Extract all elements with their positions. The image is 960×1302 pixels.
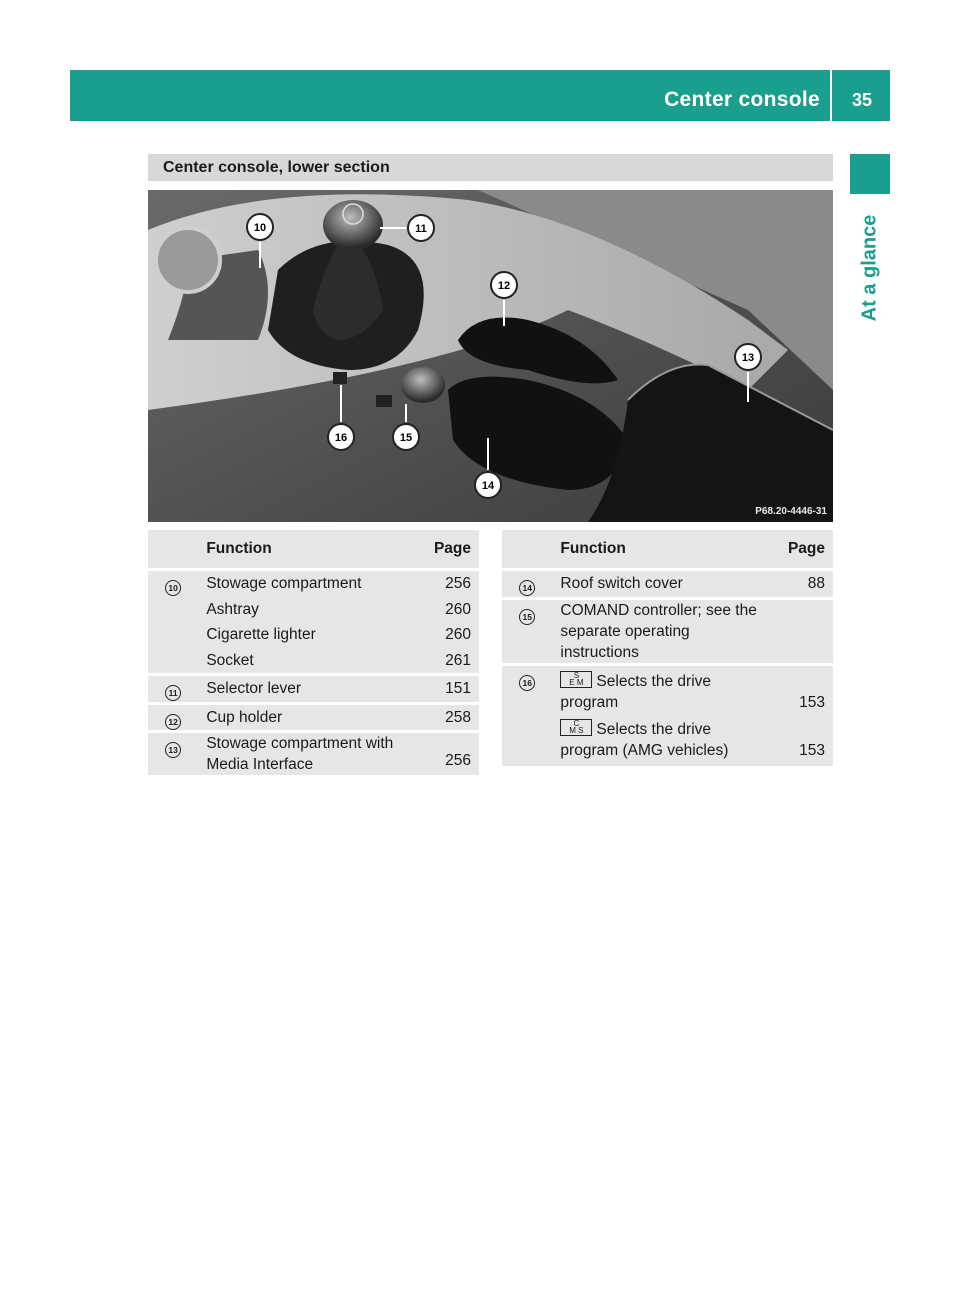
function-text: Stowage compartment with Media Interface — [198, 733, 415, 775]
page-ref: 256 — [416, 733, 480, 775]
function-text: Selector lever — [206, 680, 302, 697]
table-row — [502, 571, 833, 597]
function-table-right — [502, 530, 833, 766]
svg-text:12: 12 — [497, 280, 511, 292]
function-text: Stowage compartment — [206, 575, 362, 592]
function-text: Selects the drive program — [560, 672, 712, 711]
function-text: Selects the drive program (AMG vehicles) — [560, 720, 729, 759]
center-console-illustration — [148, 190, 833, 522]
page-number: 35 — [851, 90, 872, 110]
amg-drive-program-switch-icon: C M S — [560, 719, 592, 736]
page-ref: 260 — [445, 600, 471, 618]
callout-leader-lines — [148, 190, 833, 522]
page-ref: 153 — [799, 741, 825, 759]
table-row — [148, 676, 479, 702]
table-row — [502, 600, 833, 663]
side-tab-label: At a glance — [858, 214, 881, 322]
drive-program-switch-icon: S E M — [560, 671, 592, 688]
item-number-badge: 10 — [165, 580, 181, 596]
function-text: Socket — [206, 651, 254, 669]
page-ref: 88 — [807, 575, 825, 592]
table-row — [148, 705, 479, 731]
function-text: COMAND controller; see the separate operating instructions — [552, 600, 769, 663]
svg-text:14: 14 — [481, 480, 495, 492]
page-ref: 151 — [445, 680, 471, 697]
header-page: Page — [769, 530, 833, 568]
header-num — [502, 530, 552, 568]
svg-text:10: 10 — [253, 222, 267, 234]
function-table-left — [148, 530, 479, 775]
item-number-badge: 15 — [519, 609, 535, 625]
function-text: Cigarette lighter — [206, 626, 316, 643]
item-number-badge: 13 — [165, 742, 181, 758]
page-ref: 261 — [445, 651, 471, 669]
page-ref: 258 — [445, 708, 471, 726]
svg-text:16: 16 — [334, 432, 348, 444]
item-number-badge: 16 — [519, 675, 535, 691]
header-divider — [830, 70, 832, 121]
svg-text:15: 15 — [399, 432, 413, 444]
header-num — [148, 530, 198, 568]
header-bar — [70, 70, 890, 121]
page-ref: 153 — [799, 693, 825, 711]
page-ref — [769, 600, 833, 663]
svg-text:11: 11 — [415, 223, 427, 235]
item-number-badge: 12 — [165, 714, 181, 730]
function-text: Ashtray — [206, 600, 259, 618]
function-text: Roof switch cover — [560, 575, 683, 592]
item-number-badge: 14 — [519, 580, 535, 596]
page-ref: 260 — [445, 626, 471, 643]
header-function: Function — [198, 530, 415, 568]
page-title: Center console — [664, 88, 820, 111]
header-page: Page — [416, 530, 480, 568]
table-row — [148, 571, 479, 673]
page-ref: 256 — [445, 575, 471, 592]
section-heading: Center console, lower section — [148, 154, 833, 181]
table-row — [148, 733, 479, 775]
function-text: Cup holder — [206, 708, 283, 726]
table-header-row — [148, 530, 479, 568]
header-function: Function — [552, 530, 769, 568]
item-number-badge: 11 — [165, 685, 181, 701]
table-row — [502, 666, 833, 766]
side-tab-marker — [850, 154, 890, 194]
table-header-row — [502, 530, 833, 568]
figure-reference: P68.20-4446-31 — [755, 506, 827, 517]
svg-text:13: 13 — [741, 352, 755, 364]
